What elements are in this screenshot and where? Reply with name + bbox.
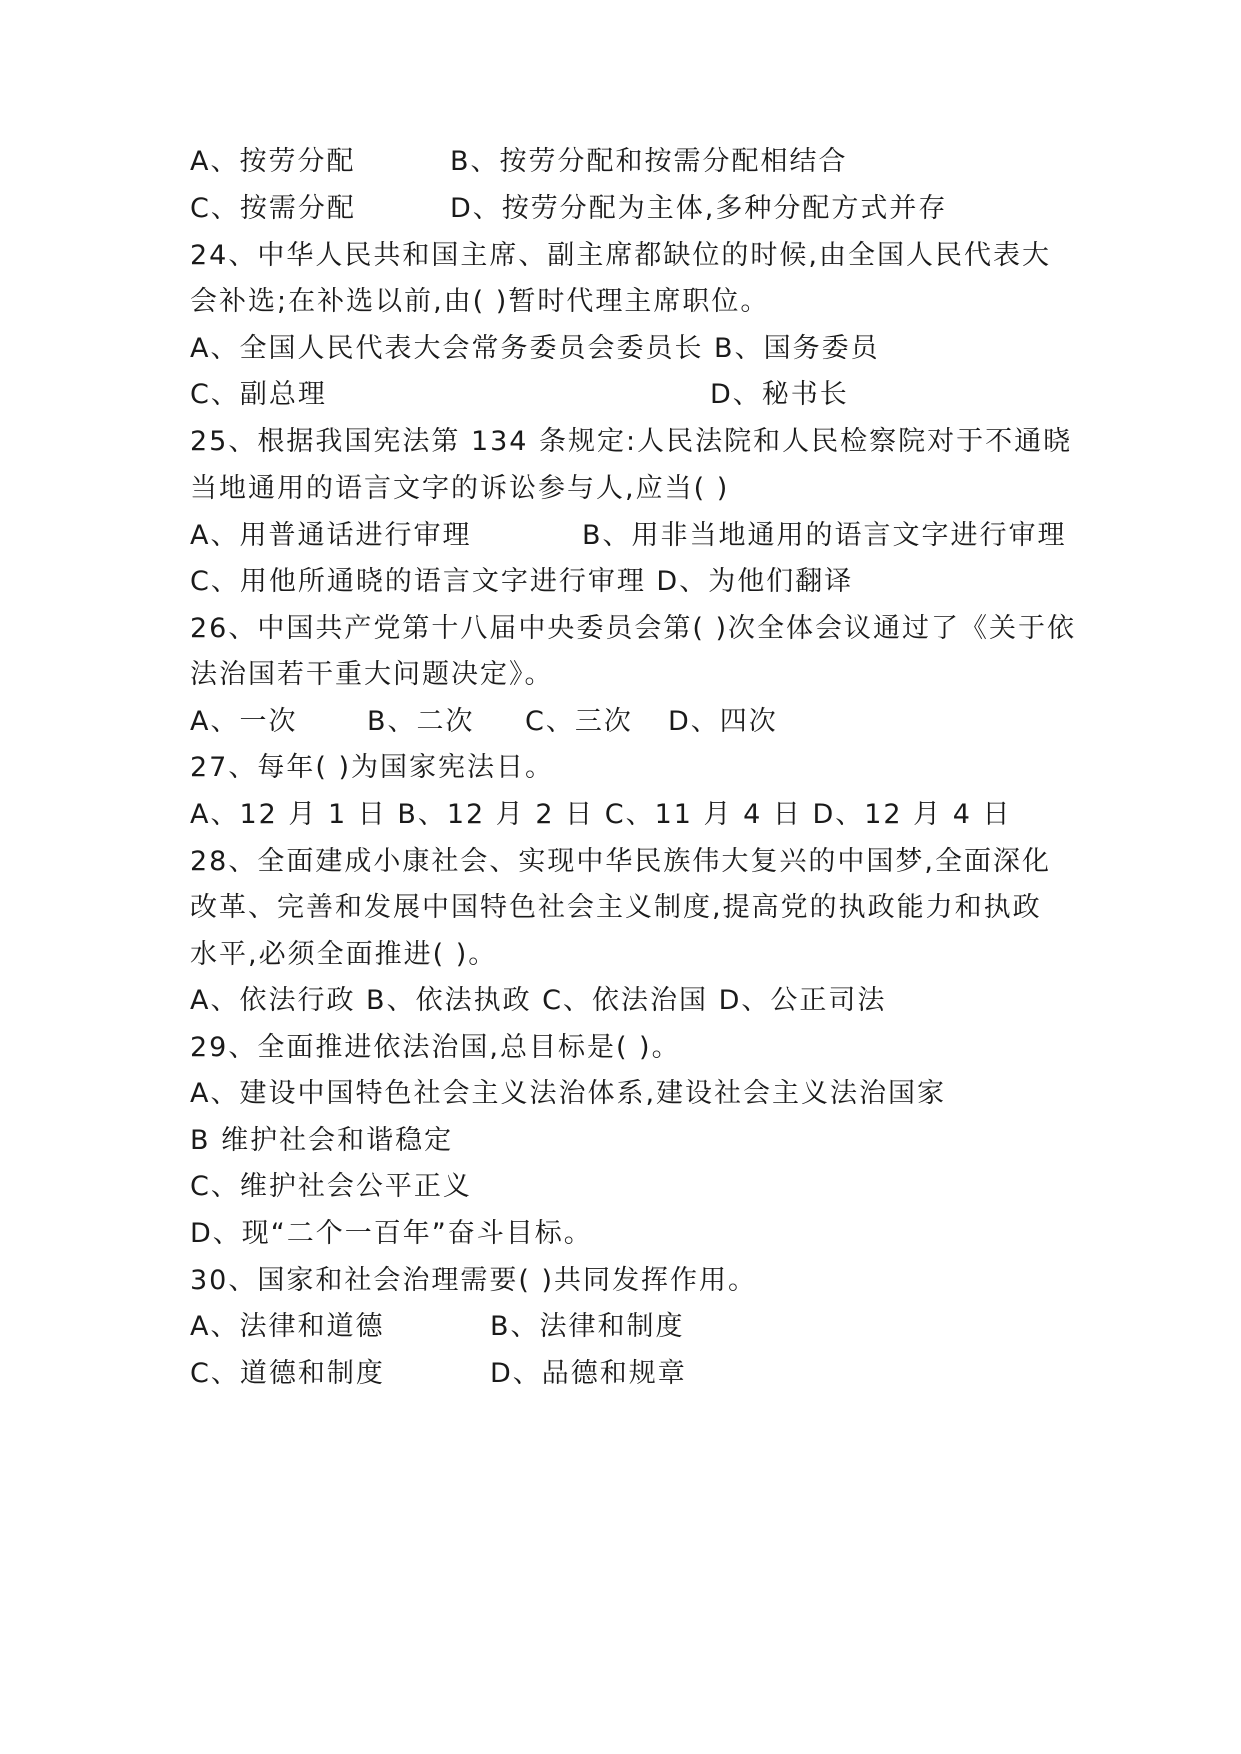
option-text: D、秘书长 — [710, 379, 849, 410]
text-line: D、现“二个一百年”奋斗目标。 — [190, 1218, 593, 1249]
option-text: C、三次 — [525, 706, 633, 737]
option-text: A、法律和道德 — [190, 1311, 385, 1342]
text-line: 28、全面建成小康社会、实现中华民族伟大复兴的中国梦,全面深化 — [190, 846, 1051, 877]
option-text: D、按劳分配为主体,多种分配方式并存 — [450, 193, 948, 224]
text-line: 30、国家和社会治理需要( )共同发挥作用。 — [190, 1265, 758, 1296]
text-line: 会补选;在补选以前,由( )暂时代理主席职位。 — [190, 286, 770, 317]
text-line: C、用他所通晓的语言文字进行审理 D、为他们翻译 — [190, 566, 854, 597]
text-line: A、依法行政 B、依法执政 C、依法治国 D、公正司法 — [190, 985, 887, 1016]
option-text: C、道德和制度 — [190, 1358, 385, 1389]
text-line: 改革、完善和发展中国特色社会主义制度,提高党的执政能力和执政 — [190, 892, 1042, 923]
option-text: D、品德和规章 — [490, 1358, 687, 1389]
option-text: B、二次 — [367, 706, 475, 737]
text-line: 29、全面推进依法治国,总目标是( )。 — [190, 1032, 681, 1063]
option-text: C、按需分配 — [190, 193, 356, 224]
option-text: B、用非当地通用的语言文字进行审理 — [582, 520, 1067, 551]
option-text: A、按劳分配 — [190, 146, 356, 177]
text-line: 26、中国共产党第十八届中央委员会第( )次全体会议通过了《关于依 — [190, 613, 1077, 644]
text-line: 25、根据我国宪法第 134 条规定:人民法院和人民检察院对于不通晓 — [190, 426, 1073, 457]
text-line: 27、每年( )为国家宪法日。 — [190, 752, 555, 783]
option-text: D、四次 — [668, 706, 778, 737]
text-line: 水平,必须全面推进( )。 — [190, 939, 498, 970]
text-line: A、全国人民代表大会常务委员会委员长 B、国务委员 — [190, 333, 880, 364]
text-line: B 维护社会和谐稳定 — [190, 1125, 454, 1156]
option-text: C、副总理 — [190, 379, 327, 410]
option-text: B、法律和制度 — [490, 1311, 685, 1342]
text-line: C、维护社会公平正义 — [190, 1171, 472, 1202]
text-line: 24、中华人民共和国主席、副主席都缺位的时候,由全国人民代表大 — [190, 240, 1051, 271]
text-line: A、12 月 1 日 B、12 月 2 日 C、11 月 4 日 D、12 月 4 日 — [190, 799, 1012, 830]
text-line: A、建设中国特色社会主义法治体系,建设社会主义法治国家 — [190, 1078, 947, 1109]
option-text: A、一次 — [190, 706, 298, 737]
text-line: 当地通用的语言文字的诉讼参与人,应当( ) — [190, 473, 730, 504]
text-line: 法治国若干重大问题决定》。 — [190, 659, 554, 690]
option-text: B、按劳分配和按需分配相结合 — [450, 146, 848, 177]
option-text: A、用普通话进行审理 — [190, 520, 472, 551]
